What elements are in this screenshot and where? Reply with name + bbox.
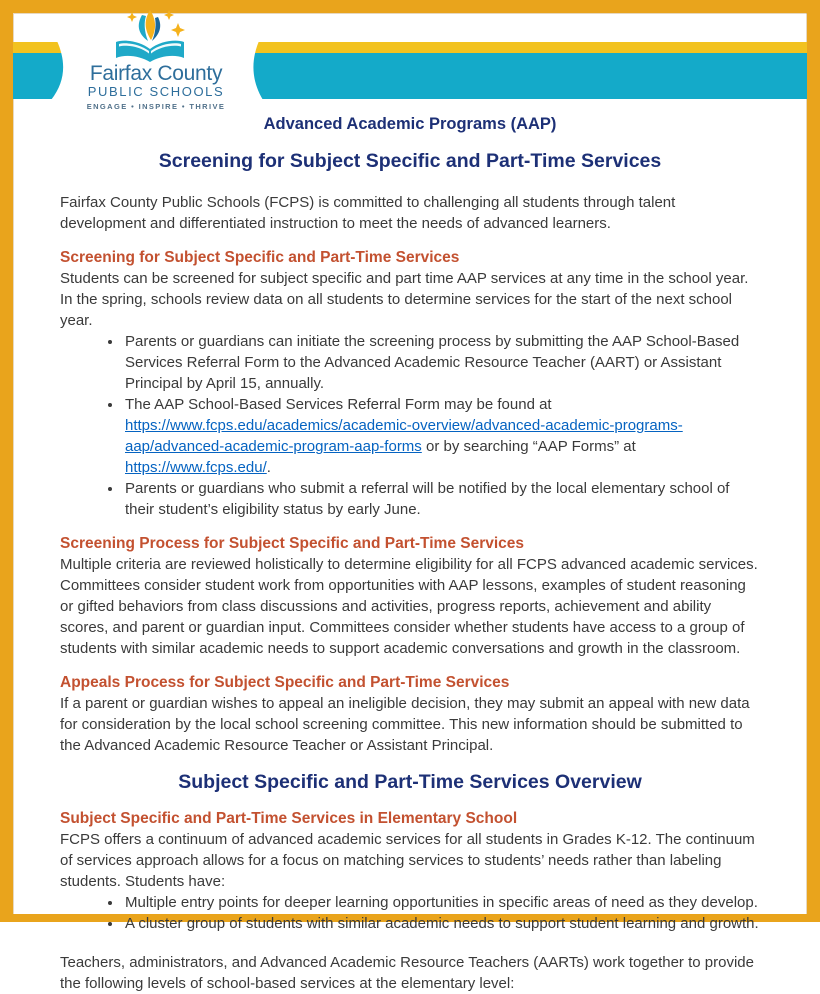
list-item: • Parents or guardians who submit a referral will be notified by the local elementary school of their student’s eligibility status by early June. xyxy=(123,478,760,520)
list-item: • Parents or guardians can initiate the screening process by submitting the AAP School-Based Services Referral Form to the Advanced Academic Resource Teacher (AART) or Assistant Principal by April 15, annually. xyxy=(123,331,760,394)
bullet2-prefix: The AAP School-Based Services Referral Form may be found at xyxy=(125,396,552,414)
process-section-heading: Screening Process for Subject Specific and Part-Time Services xyxy=(60,535,525,553)
closing-paragraph: Teachers, administrators, and Advanced Academic Resource Teachers (AARTs) work together to provide the following levels of school-based services at the elementary level: xyxy=(60,953,754,992)
screening-bullet-list xyxy=(60,331,760,520)
document-body xyxy=(13,115,807,994)
elementary-bullet-list xyxy=(60,892,760,934)
appeals-section-heading: Appeals Process for Subject Specific and Part-Time Services xyxy=(60,674,510,692)
list-item: • A cluster group of students with similar academic needs to support student learning and growth. xyxy=(123,913,760,934)
appeals-paragraph: If a parent or guardian wishes to appeal an ineligible decision, they may submit an appeal with new data for consideration by the local school screening committee. This new information should be submitted to the Advanced Academic Resource Teacher or Assistant Principal. xyxy=(60,695,750,755)
star-icon xyxy=(171,23,185,37)
screening-paragraph: Students can be screened for subject specific and part time AAP services at any time in the school year. In the spring, schools review data on all students to determine services for the start of the next school year. xyxy=(60,270,749,330)
logo-subname: PUBLIC SCHOOLS xyxy=(87,84,225,99)
page-header xyxy=(13,13,807,111)
program-title: Advanced Academic Programs (AAP) xyxy=(263,115,557,133)
book-flame-icon xyxy=(112,9,200,65)
fcps-home-link[interactable]: https://www.fcps.edu/ xyxy=(125,459,267,477)
overview-title: Subject Specific and Part-Time Services Overview xyxy=(178,771,642,794)
intro-paragraph: Fairfax County Public Schools (FCPS) is committed to challenging all students through talent development and differentiated instruction to meet the needs of advanced learners. xyxy=(60,194,676,233)
screening-section-heading: Screening for Subject Specific and Part-Time Services xyxy=(60,249,460,267)
list-item xyxy=(123,394,760,478)
logo-name: Fairfax County xyxy=(89,62,223,85)
referral-form-link[interactable]: https://www.fcps.edu/academics/academic-overview/advanced-academic-programs-aap/advanced-academic-program-aap-forms xyxy=(125,417,683,456)
elementary-paragraph: FCPS offers a continuum of advanced academic services for all students in Grades K-12. The continuum of services approach allows for a focus on matching services to students’ needs rather than labeling students. Students have: xyxy=(60,830,755,890)
star-icon xyxy=(164,10,174,20)
star-icon xyxy=(127,12,137,22)
logo-tagline: ENGAGE • INSPIRE • THRIVE xyxy=(86,101,226,111)
elementary-section-heading: Subject Specific and Part-Time Services in Elementary School xyxy=(60,809,518,827)
bullet2-middle: or by searching “AAP Forms” at xyxy=(421,438,636,456)
fcps-logo xyxy=(45,9,267,111)
process-paragraph: Multiple criteria are reviewed holistically to determine eligibility for all FCPS advanced academic services. Committees consider student work from opportunities with AAP lessons, examples of student reasoning or gifted behaviors from class discussions and activities, progress reports, achievement and ability scores, and parent or guardian input. Committees consider whether students have access to a group of students with similar academic needs to support academic conversations and growth in the classroom. xyxy=(60,556,758,658)
bullet2-suffix: . xyxy=(266,459,271,477)
page-title: Screening for Subject Specific and Part-Time Services xyxy=(158,149,662,172)
list-item: • Multiple entry points for deeper learning opportunities in specific areas of need as they develop. xyxy=(123,892,760,913)
